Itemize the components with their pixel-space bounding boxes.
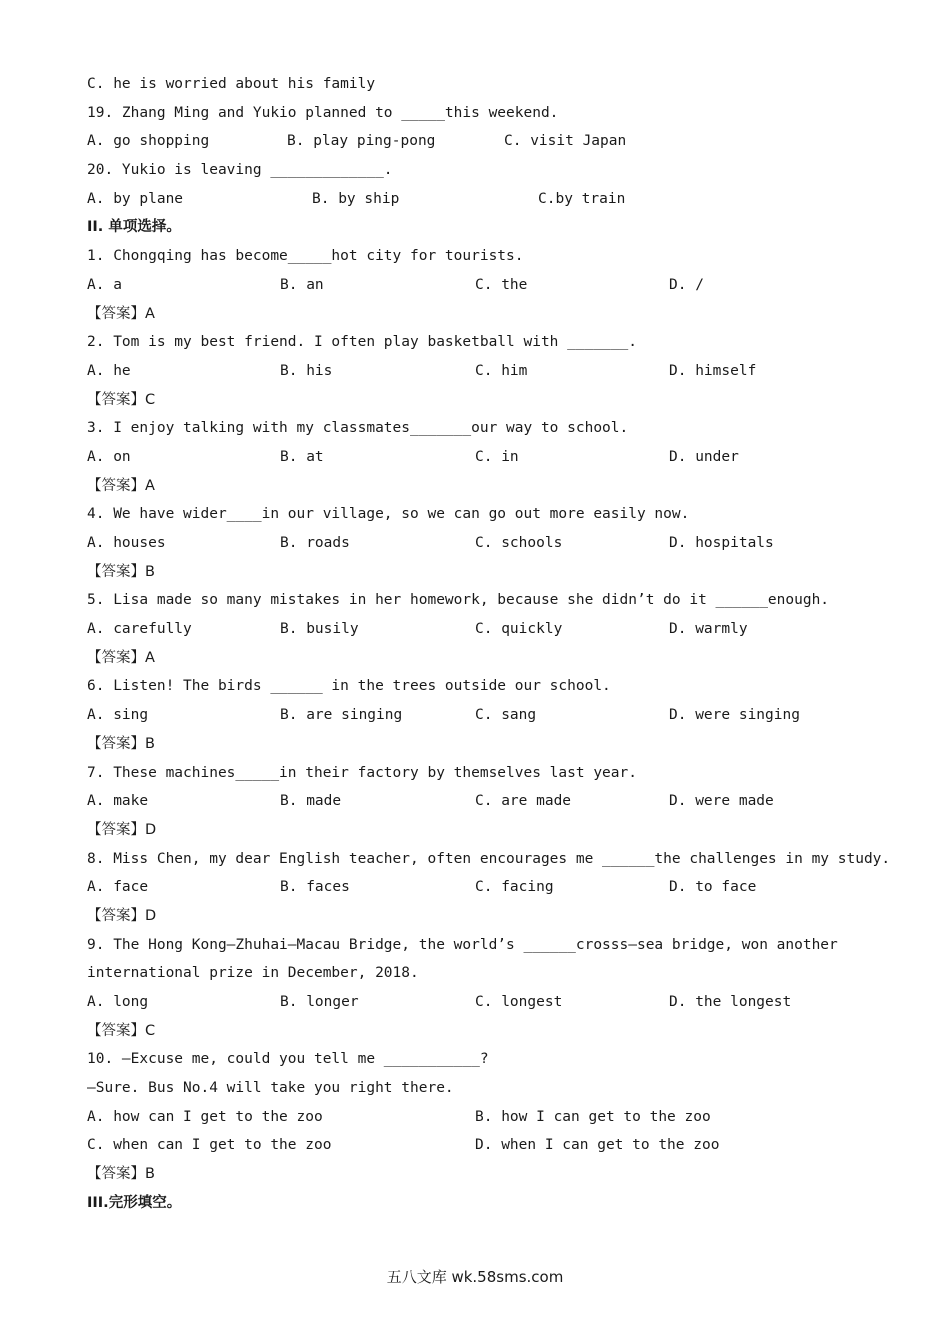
q18-option-c: C. he is worried about his family <box>87 76 376 92</box>
q5-text: 5. Lisa made so many mistakes in her homework, because she didn’t do it ______enough. <box>87 592 830 609</box>
q8-answer: 【答案】D <box>87 907 157 924</box>
q7-options <box>87 787 887 816</box>
exam-page <box>87 70 891 1218</box>
q5-option-b: B. busily <box>280 621 359 638</box>
q3-answer: 【答案】A <box>87 477 155 494</box>
q20-option-c: C.by train <box>538 190 626 207</box>
q6-option-b: B. are singing <box>280 707 403 724</box>
q4-text: 4. We have wider____in our village, so we can go out more easily now. <box>87 506 690 523</box>
q3-option-a: A. on <box>87 448 131 465</box>
q6-option-d: D. were singing <box>669 707 800 724</box>
q1-option-c: C. the <box>475 276 528 293</box>
q9-line-1: 9. The Hong Kong—Zhuhai—Macau Bridge, the world’s ______crosss—sea bridge, won another <box>87 936 838 953</box>
q8-options <box>87 873 887 902</box>
q4-option-a: A. houses <box>87 535 166 551</box>
q9-option-a: A. long <box>87 994 149 1010</box>
q3-option-c: C. in <box>475 448 519 465</box>
q3-text: 3. I enjoy talking with my classmates_______our way to school. <box>87 420 629 437</box>
q10-option-b: B. how I can get to the zoo <box>475 1108 711 1125</box>
q1-option-a: A. a <box>87 276 122 293</box>
q10-option-a: A. how can I get to the zoo <box>87 1108 323 1125</box>
q9-answer: 【答案】C <box>87 1022 156 1039</box>
q6-options <box>87 701 887 730</box>
q8-option-d: D. to face <box>669 879 757 896</box>
q9-option-d: D. the longest <box>669 994 792 1010</box>
q6-answer: 【答案】B <box>87 735 155 752</box>
q4-option-d: D. hospitals <box>669 535 774 551</box>
q19-option-a: A. go shopping <box>87 133 210 150</box>
q4-options <box>87 529 887 558</box>
q9-options <box>87 988 887 1017</box>
q2-options <box>87 357 887 386</box>
q20-options <box>87 185 887 214</box>
q2-text: 2. Tom is my best friend. I often play basketball with _______. <box>87 334 637 351</box>
q5-options <box>87 615 887 644</box>
q9-option-b: B. longer <box>280 994 359 1010</box>
q19-option-b: B. play ping-pong <box>287 133 436 150</box>
q10-line-1: 10. —Excuse me, could you tell me ___________? <box>87 1051 489 1068</box>
q5-option-a: A. carefully <box>87 621 192 638</box>
q20-text: 20. Yukio is leaving _____________. <box>87 162 393 179</box>
q9-line-2: international prize in December, 2018. <box>87 965 419 982</box>
q10-options-row-2 <box>87 1131 887 1160</box>
q6-text: 6. Listen! The birds ______ in the trees outside our school. <box>87 678 611 695</box>
single-choice-questions <box>87 242 891 931</box>
q7-option-b: B. made <box>280 793 342 810</box>
page-footer: 五八文库 wk.58sms.com <box>386 1268 564 1286</box>
q5-option-d: D. warmly <box>669 621 748 638</box>
q10-options-row-1 <box>87 1103 887 1132</box>
q7-text: 7. These machines_____in their factory by themselves last year. <box>87 764 637 781</box>
q7-answer: 【答案】D <box>87 821 157 838</box>
q20-option-b: B. by ship <box>312 190 400 207</box>
q2-option-c: C. him <box>475 362 528 379</box>
q19-options <box>87 127 887 156</box>
q4-option-b: B. roads <box>280 535 350 551</box>
q1-option-d: D. / <box>669 276 704 293</box>
q10-option-c: C. when can I get to the zoo <box>87 1137 332 1154</box>
q9-option-c: C. longest <box>475 994 563 1010</box>
q2-option-d: D. himself <box>669 362 757 379</box>
q7-option-c: C. are made <box>475 793 572 810</box>
q8-option-a: A. face <box>87 879 149 896</box>
q1-options <box>87 271 887 300</box>
q1-text: 1. Chongqing has become_____hot city for tourists. <box>87 248 524 265</box>
q20-option-a: A. by plane <box>87 190 184 207</box>
q3-option-b: B. at <box>280 448 324 465</box>
q2-answer: 【答案】C <box>87 391 156 408</box>
q4-answer: 【答案】B <box>87 563 155 580</box>
q1-option-b: B. an <box>280 276 324 293</box>
q6-option-a: A. sing <box>87 707 149 724</box>
q10-option-d: D. when I can get to the zoo <box>475 1137 720 1154</box>
q7-option-a: A. make <box>87 793 149 810</box>
section-3-title: III.完形填空。 <box>87 1194 182 1211</box>
section-2-title: II. 单项选择。 <box>87 219 181 236</box>
q19-option-c: C. visit Japan <box>504 133 627 150</box>
q8-text: 8. Miss Chen, my dear English teacher, often encourages me ______the challenges in my study. <box>87 850 891 867</box>
q8-option-c: C. facing <box>475 879 554 896</box>
q2-option-a: A. he <box>87 362 131 379</box>
q4-option-c: C. schools <box>475 535 563 551</box>
q3-option-d: D. under <box>669 448 739 465</box>
q19-text: 19. Zhang Ming and Yukio planned to _____this weekend. <box>87 104 559 121</box>
q5-answer: 【答案】A <box>87 649 155 666</box>
q2-option-b: B. his <box>280 362 333 379</box>
q10-answer: 【答案】B <box>87 1166 155 1183</box>
q7-option-d: D. were made <box>669 793 774 810</box>
q3-options <box>87 443 887 472</box>
q10-line-2: —Sure. Bus No.4 will take you right there. <box>87 1080 454 1097</box>
q5-option-c: C. quickly <box>475 621 563 638</box>
q6-option-c: C. sang <box>475 707 537 724</box>
q1-answer: 【答案】A <box>87 305 155 322</box>
q8-option-b: B. faces <box>280 879 350 896</box>
